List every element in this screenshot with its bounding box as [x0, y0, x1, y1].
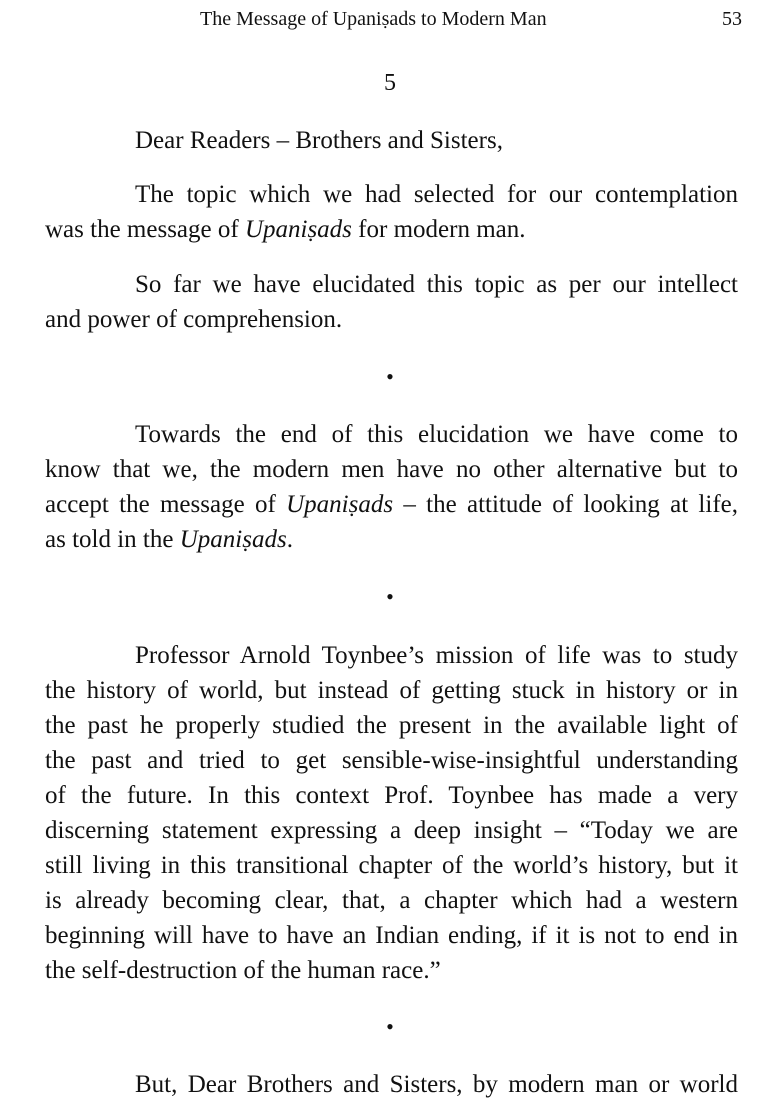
text-line: as told in the Upaniṣads. — [45, 526, 293, 553]
text-line: the self-destruction of the human race.” — [45, 957, 441, 984]
text-line: the past he properly studied the present in the available light of — [45, 712, 738, 739]
paragraph-4 — [45, 638, 738, 988]
text-line: The topic which we had selected for our contemplation — [135, 181, 738, 208]
chapter-number: 5 — [384, 70, 396, 96]
italic-term: Upaniṣads — [286, 491, 394, 518]
italic-term: Upaniṣads — [244, 216, 352, 243]
paragraph-2 — [45, 267, 738, 337]
italic-term: Upaniṣads — [179, 526, 287, 553]
text-line: was the message of Upaniṣads for modern man. — [45, 216, 526, 243]
salutation — [45, 123, 738, 158]
text-line: know that we, the modern men have no other alternative but to — [45, 456, 738, 483]
text-line: beginning will have to have an Indian ending, if it is not to end in — [45, 922, 738, 949]
running-title: The Message of Upaniṣads to Modern Man — [200, 8, 547, 30]
text-line: is already becoming clear, that, a chapter which had a western — [45, 887, 738, 914]
text-line: the past and tried to get sensible-wise-insightful understanding — [45, 747, 738, 774]
section-bullet: • — [386, 364, 394, 389]
text-line: still living in this transitional chapter of the world’s history, but it — [45, 852, 738, 879]
section-bullet: • — [386, 1014, 394, 1039]
running-header — [0, 8, 780, 36]
text-line: Towards the end of this elucidation we have come to — [135, 421, 738, 448]
text-line: discerning statement expressing a deep insight – “Today we are — [45, 817, 738, 844]
section-bullet: • — [386, 584, 394, 609]
text-line: Professor Arnold Toynbee’s mission of life was to study — [135, 642, 738, 669]
text-line: and power of comprehension. — [45, 306, 343, 333]
salutation-text: Dear Readers – Brothers and Sisters, — [135, 127, 503, 154]
text-line: accept the message of Upaniṣads – the attitude of looking at life, — [45, 491, 738, 518]
text-line: So far we have elucidated this topic as per our intellect — [135, 271, 738, 298]
text-line: of the future. In this context Prof. Toynbee has made a very — [45, 782, 738, 809]
paragraph-3 — [45, 417, 738, 557]
text-line: But, Dear Brothers and Sisters, by modern man or world — [135, 1071, 738, 1098]
text-line: the history of world, but instead of getting stuck in history or in — [45, 677, 738, 704]
paragraph-5 — [45, 1067, 738, 1102]
paragraph-1 — [45, 177, 738, 247]
page-number: 53 — [722, 8, 742, 30]
